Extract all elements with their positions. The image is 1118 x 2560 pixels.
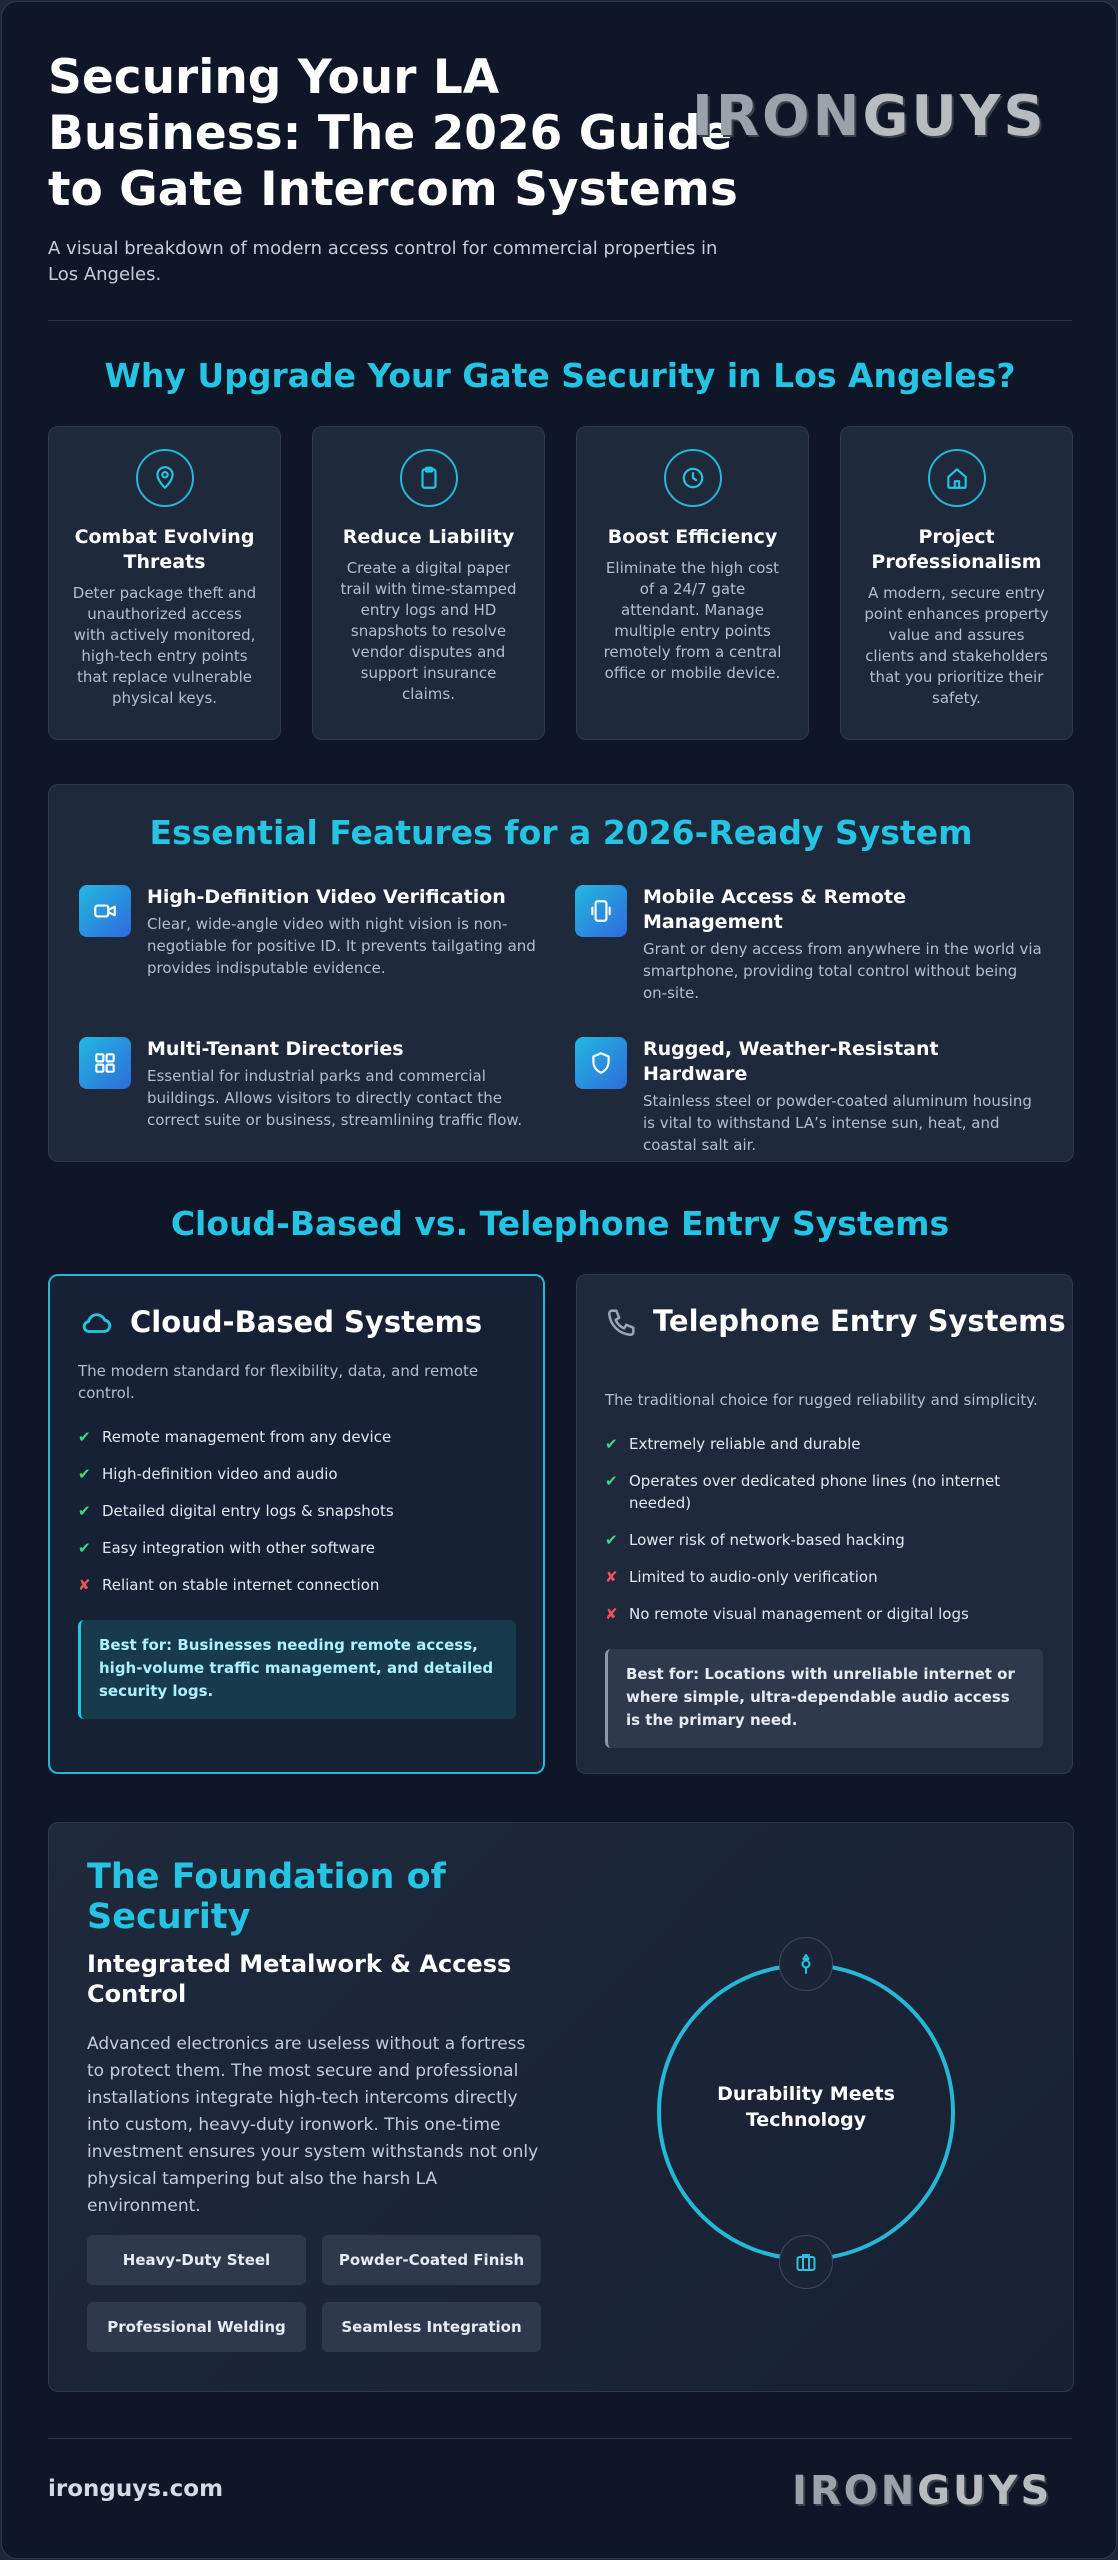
pill-seamless-integration: Seamless Integration bbox=[322, 2302, 541, 2352]
why-card-text: A modern, secure entry point enhances property value and assures clients and stakeholders that you prioritize their safety. bbox=[864, 584, 1049, 707]
location-pin-icon bbox=[136, 449, 194, 507]
why-section-title: Why Upgrade Your Gate Security in Los Angeles? bbox=[104, 356, 1016, 395]
compare-section-title: Cloud-Based vs. Telephone Entry Systems bbox=[170, 1204, 950, 1243]
cross-icon: ✘ bbox=[605, 1568, 618, 1586]
feature-text: Clear, wide-angle video with night vision is non-negotiable for positive ID. It prevents tailgating and provides indisputable evidence. bbox=[147, 915, 536, 977]
check-icon: ✔ bbox=[605, 1531, 618, 1549]
clipboard-icon bbox=[400, 449, 458, 507]
cross-icon: ✘ bbox=[605, 1605, 618, 1623]
ironguys-logo bbox=[692, 84, 1047, 149]
feature-mobile-access bbox=[575, 885, 1045, 1004]
telephone-systems-card bbox=[576, 1274, 1073, 1774]
check-icon: ✔ bbox=[78, 1428, 91, 1446]
list-item: ✔ Lower risk of network-based hacking bbox=[605, 1531, 905, 1549]
why-card-title: Reduce Liability bbox=[342, 526, 515, 548]
ironguys-logo-footer bbox=[792, 2468, 1052, 2514]
feature-hd-video bbox=[79, 885, 549, 979]
foundation-panel bbox=[48, 1822, 1074, 2392]
briefcase-icon bbox=[779, 2235, 833, 2289]
logo-iron-text: IRON bbox=[692, 84, 863, 149]
check-icon: ✔ bbox=[605, 1472, 618, 1490]
cloud-systems-header bbox=[78, 1306, 482, 1344]
list-item: ✔ Operates over dedicated phone lines (no internet needed) bbox=[605, 1472, 1001, 1512]
check-icon: ✔ bbox=[78, 1539, 91, 1557]
foundation-title: The Foundation of Security bbox=[87, 1857, 446, 1937]
pill-heavy-duty-steel: Heavy-Duty Steel bbox=[87, 2235, 306, 2285]
phone-icon bbox=[605, 1305, 639, 1343]
durability-label: Durability Meets Technology bbox=[717, 2083, 895, 2131]
check-icon: ✔ bbox=[78, 1502, 91, 1520]
foundation-subtitle: Integrated Metalwork & Access Control bbox=[87, 1950, 512, 2008]
why-card-text: Eliminate the high cost of a 24/7 gate attendant. Manage multiple entry points remotely from a central office or mobile device. bbox=[603, 559, 782, 682]
durability-diagram bbox=[657, 1933, 957, 2293]
feature-title: Rugged, Weather-Resistant Hardware bbox=[643, 1038, 939, 1085]
cloud-systems-title: Cloud-Based Systems bbox=[130, 1305, 483, 1339]
why-card-title: Project Professionalism bbox=[871, 526, 1042, 573]
feature-title: Multi-Tenant Directories bbox=[147, 1038, 404, 1060]
logo-guys-text: GUYS bbox=[862, 84, 1047, 149]
why-card-efficiency bbox=[576, 426, 809, 740]
feature-text: Stainless steel or powder-coated aluminum housing is vital to withstand LA’s intense sun, heat, and coastal salt air. bbox=[643, 1092, 1032, 1154]
cloud-systems-list bbox=[78, 1426, 518, 1611]
telephone-systems-list bbox=[605, 1433, 1045, 1640]
why-card-liability bbox=[312, 426, 545, 740]
telephone-systems-header bbox=[605, 1305, 1066, 1343]
home-icon bbox=[928, 449, 986, 507]
cloud-systems-desc: The modern standard for flexibility, data, and remote control. bbox=[78, 1362, 479, 1402]
list-item: ✔ High-definition video and audio bbox=[78, 1465, 338, 1483]
list-item: ✘ No remote visual management or digital logs bbox=[605, 1605, 969, 1623]
cross-icon: ✘ bbox=[78, 1576, 91, 1594]
telephone-best-for: Best for: Locations with unreliable internet or where simple, ultra-dependable audio access is the primary need. bbox=[605, 1649, 1043, 1748]
cloud-systems-card bbox=[48, 1274, 545, 1774]
footer-divider bbox=[48, 2438, 1072, 2439]
smartphone-icon bbox=[575, 885, 627, 937]
pill-powder-coated-finish: Powder-Coated Finish bbox=[322, 2235, 541, 2285]
infographic-page bbox=[1, 1, 1117, 2559]
feature-title: Mobile Access & Remote Management bbox=[643, 886, 906, 933]
header-divider bbox=[48, 320, 1072, 321]
check-icon: ✔ bbox=[78, 1465, 91, 1483]
features-panel bbox=[48, 784, 1074, 1162]
list-item: ✔ Easy integration with other software bbox=[78, 1539, 376, 1557]
grid-icon bbox=[79, 1037, 131, 1089]
telephone-systems-title: Telephone Entry Systems bbox=[653, 1304, 1066, 1338]
clock-icon bbox=[664, 449, 722, 507]
page-subtitle: A visual breakdown of modern access control for commercial properties in Los Angeles. bbox=[48, 238, 718, 285]
feature-text: Essential for industrial parks and commercial buildings. Allows visitors to directly contact the correct suite or business, streamlining traffic flow. bbox=[147, 1067, 523, 1129]
footer-website[interactable]: ironguys.com bbox=[48, 2476, 224, 2502]
why-card-title: Boost Efficiency bbox=[607, 526, 778, 548]
award-icon bbox=[779, 1937, 833, 1991]
list-item: ✔ Extremely reliable and durable bbox=[605, 1435, 861, 1453]
feature-text: Grant or deny access from anywhere in the world via smartphone, providing total control without being on-site. bbox=[643, 940, 1042, 1002]
list-item: ✘ Limited to audio-only verification bbox=[605, 1568, 878, 1586]
pill-professional-welding: Professional Welding bbox=[87, 2302, 306, 2352]
why-card-professionalism bbox=[840, 426, 1073, 740]
why-card-text: Deter package theft and unauthorized access with actively monitored, high-tech entry points that replace vulnerable physical keys. bbox=[72, 584, 257, 707]
feature-rugged-hardware bbox=[575, 1037, 1045, 1156]
cloud-best-for: Best for: Businesses needing remote access, high-volume traffic management, and detailed security logs. bbox=[78, 1620, 516, 1719]
video-camera-icon bbox=[79, 885, 131, 937]
shield-icon bbox=[575, 1037, 627, 1089]
why-card-text: Create a digital paper trail with time-stamped entry logs and HD snapshots to resolve vendor disputes and support insurance claims. bbox=[340, 559, 517, 703]
why-card-title: Combat Evolving Threats bbox=[74, 526, 255, 573]
cloud-icon bbox=[78, 1306, 116, 1344]
list-item: ✔ Remote management from any device bbox=[78, 1428, 392, 1446]
feature-multi-tenant bbox=[79, 1037, 549, 1131]
features-section-title: Essential Features for a 2026-Ready System bbox=[149, 813, 973, 852]
list-item: ✔ Detailed digital entry logs & snapshots bbox=[78, 1502, 394, 1520]
logo-guys-text: GUYS bbox=[917, 2468, 1053, 2514]
page-title: Securing Your LA Business: The 2026 Guide to Gate Intercom Systems bbox=[48, 50, 738, 217]
why-card-threats bbox=[48, 426, 281, 740]
logo-iron-text: IRON bbox=[792, 2468, 918, 2514]
check-icon: ✔ bbox=[605, 1435, 618, 1453]
feature-title: High-Definition Video Verification bbox=[147, 886, 506, 908]
list-item: ✘ Reliant on stable internet connection bbox=[78, 1576, 380, 1594]
telephone-systems-desc: The traditional choice for rugged reliability and simplicity. bbox=[605, 1391, 1038, 1409]
foundation-text: Advanced electronics are useless without a fortress to protect them. The most secure and professional installations integrate high-tech intercoms directly into custom, heavy-duty ironwork. This one-time investment ensures your system withstands not only physical tampering but also the harsh LA environment. bbox=[87, 2034, 539, 2216]
